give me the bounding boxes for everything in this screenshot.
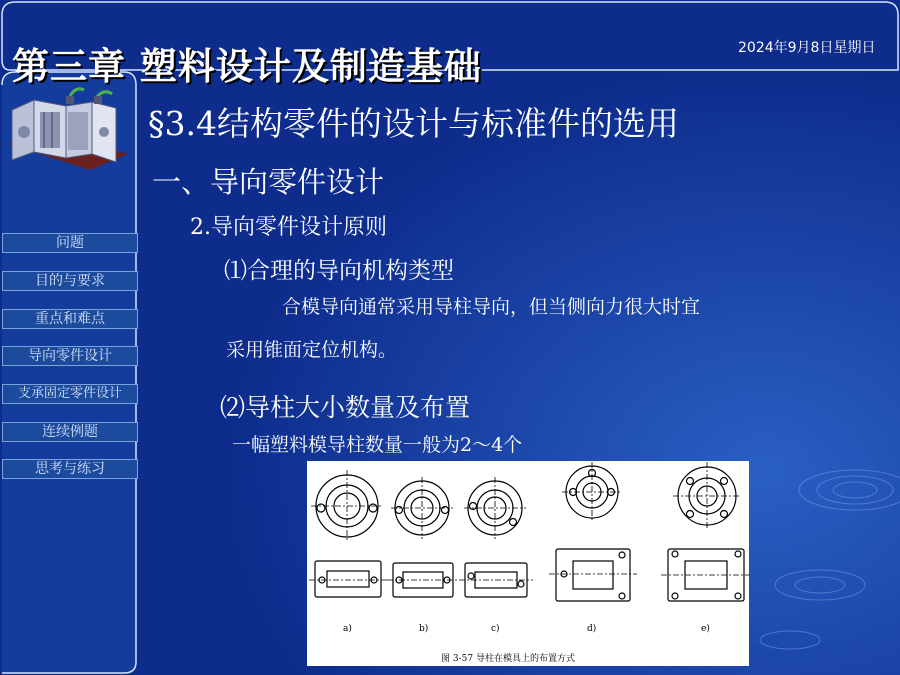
item-pillar-layout: ⑵导柱大小数量及布置 — [220, 393, 471, 422]
paragraph-guide-mechanism: 合模导向通常采用导柱导向，但当侧向力很大时宜 — [282, 296, 701, 318]
nav-guide-parts-design[interactable]: 导向零件设计 — [2, 346, 138, 366]
nav-question[interactable]: 问题 — [2, 233, 138, 253]
chapter-title: 第三章 塑料设计及制造基础 — [12, 44, 482, 88]
section-title: §3.4结构零件的设计与标准件的选用 — [148, 104, 679, 143]
paragraph-guide-mechanism-cont: 采用锥面定位机构。 — [226, 339, 398, 361]
figure-label-b: b) — [419, 624, 429, 634]
figure-label-a: a) — [343, 624, 352, 634]
nav-examples[interactable]: 连续例题 — [2, 422, 138, 442]
nav-exercises[interactable]: 思考与练习 — [2, 459, 138, 479]
item-guide-mechanism: ⑴合理的导向机构类型 — [224, 258, 454, 284]
figure-label-d: d) — [587, 624, 597, 634]
figure-caption: 图 3-57 导柱在模具上的布置方式 — [441, 654, 575, 664]
heading-guide-parts: 一、导向零件设计 — [152, 165, 385, 199]
date-label: 2024年9月8日星期日 — [738, 40, 876, 56]
heading-design-principles: 2.导向零件设计原则 — [190, 215, 387, 240]
nav-support-parts-design[interactable]: 支承固定零件设计 — [2, 384, 138, 404]
figure-label-e: e) — [701, 624, 710, 634]
mold-illustration — [4, 82, 132, 192]
figure-label-c: c) — [491, 624, 500, 634]
nav-key-points[interactable]: 重点和难点 — [2, 309, 138, 329]
paragraph-pillar-count: 一幅塑料模导柱数量一般为2～4个 — [232, 434, 523, 456]
nav-objectives[interactable]: 目的与要求 — [2, 271, 138, 291]
guide-pillar-layout-figure — [307, 461, 749, 666]
